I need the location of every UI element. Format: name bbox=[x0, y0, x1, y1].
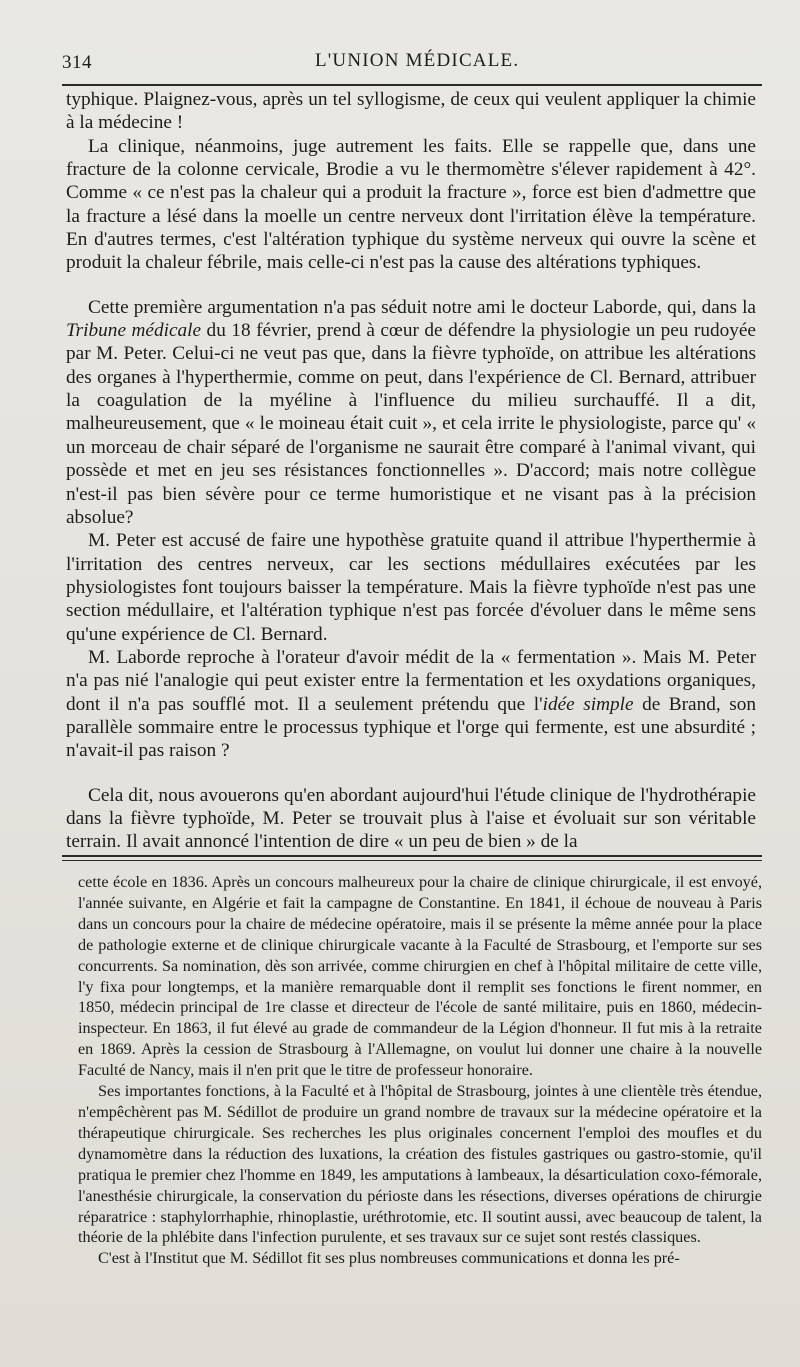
paragraph: La clinique, néanmoins, juge autrement les faits. Elle se rappelle que, dans une fracture de la colonne cervicale, Brodie a vu le thermomètre s'élever rapidement à 42°. Comme « ce n'est pas la chaleur qui a produit la fracture », force est bien d'admettre que la fracture a lésé dans la moelle un centre nerveux dont l'irritation élève la température. En d'autres termes, c'est l'altération typhique du système nerveux qui ouvre la scène et produit la chaleur fébrile, mais celle-ci n'est pas la cause des altérations typhiques. bbox=[66, 135, 756, 274]
paragraph: Cela dit, nous avouerons qu'en abordant aujourd'hui l'étude clinique de l'hydrothérapie dans la fièvre typhoïde, M. Peter se trouvait plus à l'aise et évoluait sur son véritable terrain. Il avait annoncé l'intention de dire « un peu de bien » de la bbox=[66, 784, 756, 853]
feuilleton-paragraph: C'est à l'Institut que M. Sédillot fit ses plus nombreuses communications et donna les pré- bbox=[98, 1249, 680, 1268]
paragraph bbox=[66, 296, 756, 529]
header-rule bbox=[62, 84, 762, 86]
paragraph-text: du 18 février, prend à cœur de défendre la physiologie un peu rudoyée par M. Peter. Celui-ci ne veut pas que, dans la fièvre typhoïde, on attribue les altérations des organes à l'hyperthermie, comme on peut, dans l'expérience de Cl. Bernard, attribuer la coagulation de la myéline à l'influence du milieu surchauffé. Il a dit, malheureusement, que « le moineau était cuit », et cela irrite le physiologiste, parce qu' « un morceau de chair séparé de l'organisme ne saurait être comparé à l'animal vivant, qui possède et met en jeu ses résistances fonctionnelles ». D'accord; mais notre collègue n'est-il pas bien sévère pour ce terme humoristique et ne visant pas à la précision absolue? bbox=[66, 320, 756, 528]
separator-thick-line bbox=[62, 855, 762, 857]
paragraph-text: M. Laborde reproche à l'orateur d'avoir médit de la « fermentation ». Mais M. Peter n'a pas nié l'analogie qui peut exister entre la fermentation et les oxydations organiques, dont il n'a pas soufflé mot. Il a seulement prétendu que l' bbox=[66, 646, 756, 715]
running-title: L'UNION MÉDICALE. bbox=[315, 50, 520, 71]
separator-thin-line bbox=[62, 860, 762, 861]
journal-title: Tribune médicale bbox=[66, 320, 202, 342]
paragraph-text: Cette première argumentation n'a pas séduit notre ami le docteur Laborde, qui, dans la bbox=[88, 296, 756, 318]
feuilleton-paragraph: cette école en 1836. Après un concours malheureux pour la chaire de clinique chirurgicale, il est envoyé, l'année suivante, en Algérie et fait la campagne de Constantine. En 1841, il échoue de nouveau à Paris dans un concours pour la chaire de médecine opératoire, mais il se présente la même année pour la place de pathologie externe et de clinique chirurgicale vacante à la Faculté de Strasbourg, et l'emporte sur ses concurrents. Sa nomination, dès son arrivée, comme chirurgien en chef à l'hôpital militaire de cette ville, l'y fixa pour longtemps, et la manière remarquable dont il remplit ses fonctions le firent nommer, en 1850, médecin principal de 1re classe et directeur de l'école de santé militaire, puis en 1860, médecin-inspecteur. En 1863, il fut élevé au grade de commandeur de la Légion d'honneur. Il fut mis à la retraite en 1869. Après la cession de Strasbourg à l'Allemagne, on voulut lui donner une chaire à la nouvelle Faculté de Nancy, mais il n'en prit que le titre de professeur honoraire. bbox=[78, 873, 762, 1080]
paragraph bbox=[66, 646, 756, 763]
page-number: 314 bbox=[62, 52, 92, 73]
feuilleton-text bbox=[78, 872, 762, 1269]
paragraph: M. Peter est accusé de faire une hypothèse gratuite quand il attribue l'hyperthermie à l'irritation des centres nerveux, car les sections médullaires exécutées par les physiologistes font toujours baisser la température. Mais la fièvre typhoïde n'est pas une section médullaire, et l'altération typhique n'est pas forcée d'évoluer dans le même sens qu'une expérience de Cl. Bernard. bbox=[66, 530, 756, 645]
paragraph-text: de Brand, son parallèle sommaire entre le processus typhique et l'orge qui fermente, est une absurdité ; n'avait-il pas raison ? bbox=[66, 693, 757, 762]
main-text bbox=[66, 88, 756, 854]
feuilleton-separator bbox=[62, 855, 762, 865]
paragraph: typhique. Plaignez-vous, après un tel syllogisme, de ceux qui veulent appliquer la chimie à la médecine ! bbox=[66, 89, 756, 134]
italic-phrase: idée simple bbox=[542, 693, 634, 715]
feuilleton-paragraph: Ses importantes fonctions, à la Faculté et à l'hôpital de Strasbourg, jointes à une clientèle très étendue, n'empêchèrent pas M. Sédillot de produire un grand nombre de travaux sur la médecine opératoire et la thérapeutique chirurgicale. Ses recherches les plus originales concernent l'emploi des moufles et du dynamomètre dans la réduction des luxations, la création des fistules gastriques ou gastro-stomie, qu'il pratiqua le premier chez l'homme en 1849, les amputations à lambeaux, la désarticulation coxo-fémorale, l'anesthésie chirurgicale, la conservation du périoste dans les résections, diverses opérations de chirurgie réparatrice : staphylorrhaphie, rhinoplastie, uréthrotomie, etc. Il soutint aussi, avec beaucoup de talent, la théorie de la phlébite dans l'infection purulente, et ses travaux sur ce sujet sont restés classiques. bbox=[78, 1082, 762, 1247]
page-header bbox=[62, 50, 762, 80]
